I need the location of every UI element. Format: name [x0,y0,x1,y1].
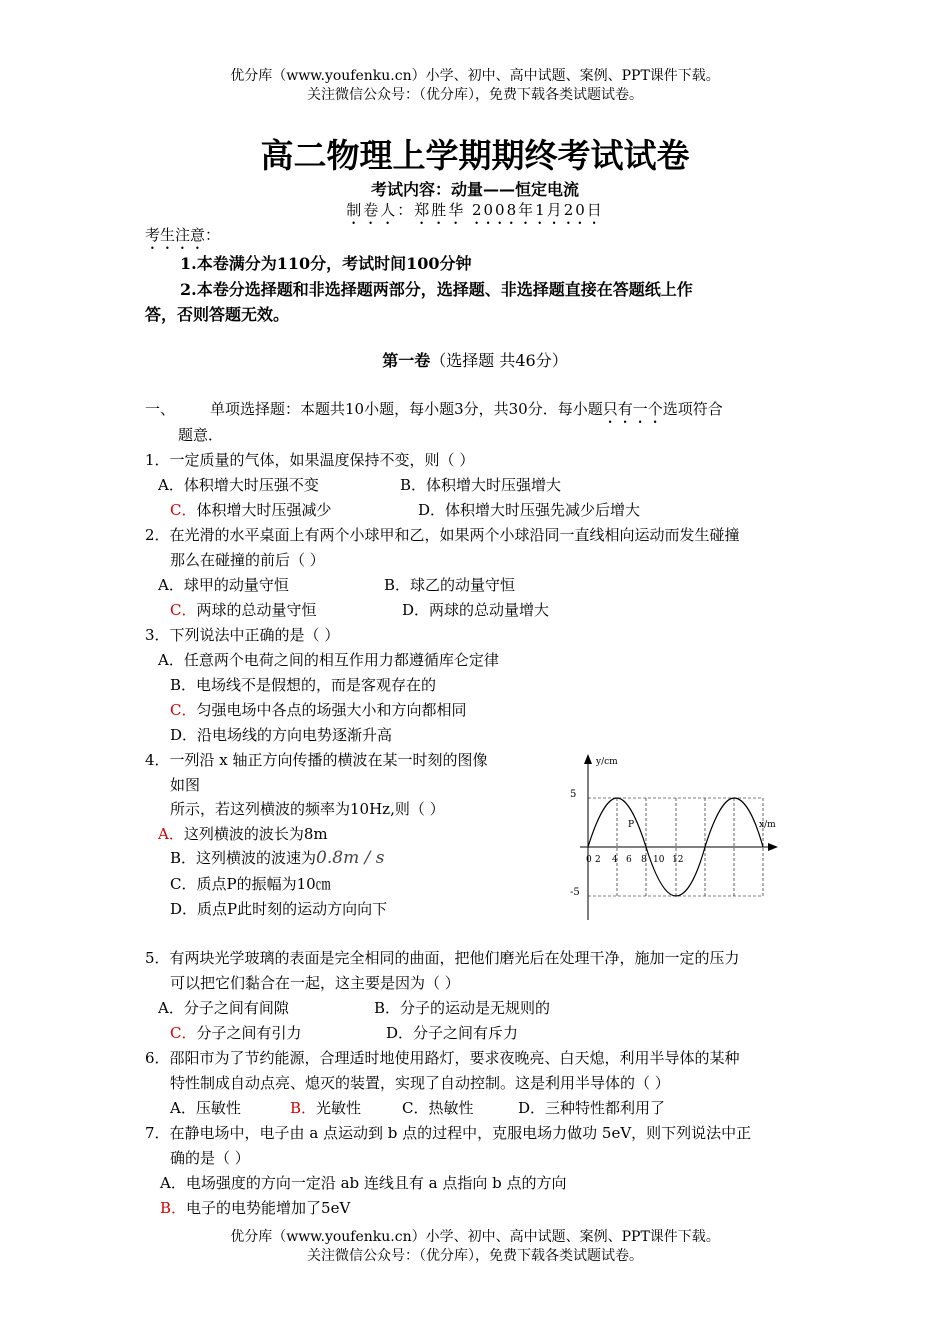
q4-stem-1: 4．一列沿 x 轴正方向传播的横波在某一时刻的图像 [145,751,488,769]
x-tick-12: 12 [672,855,684,865]
part1-number: 一、 [145,400,176,418]
q7-option-a: A．电场强度的方向一定沿 ab 连线且有 a 点指向 b 点的方向 [160,1174,567,1192]
q3-option-c [170,699,467,721]
exam-subtitle: 考试内容：动量——恒定电流 [370,180,579,199]
y-axis-label: y/cm [596,757,618,767]
part1-text-b: 选项符合 [662,400,723,418]
q5-option-b: B．分子的运动是无规则的 [374,999,551,1017]
q6-stem-1: 6．邵阳市为了节约能源，合理适时地使用路灯，要求夜晚亮、白天熄，利用半导体的某种 [145,1049,740,1067]
x-tick-0: 0 [586,855,592,865]
q4-option-b-text: B．这列横波的波速为 [170,849,317,867]
wave-graph [560,750,790,930]
q3-option-a: A．任意两个电荷之间的相互作用力都遵循库仑定律 [158,651,499,669]
notice-label [145,224,220,253]
q7-option-b-text: 电子的电势能增加了5eV [186,1199,351,1217]
section-heading-rest: （选择题 共46分） [430,351,568,370]
q4-stem-3: 所示，若这列横波的频率为10Hz,则（ ） [170,800,445,818]
q5-stem-1: 5．有两块光学玻璃的表面是完全相同的曲面，把他们磨光后在处理干净，施加一定的压力 [145,949,740,967]
x-tick-2: 2 [595,855,601,865]
part1-text [210,398,723,427]
q3-option-d: D．沿电场线的方向电势逐渐升高 [170,726,393,744]
y-max-label: 5 [570,789,577,800]
q3-option-b: B．电场线不是假想的，而是客观存在的 [170,676,437,694]
q5-option-d: D．分子之间有斥力 [386,1024,519,1042]
q6-option-b-text: 光敏性 [316,1099,362,1117]
x-tick-labels [586,855,683,865]
q7-stem-2: 确的是（ ） [170,1149,250,1167]
q4-option-d: D．质点P此时刻的运动方向向下 [170,900,388,918]
q2-option-c [170,599,317,621]
q3-option-c-text: 匀强电场中各点的场强大小和方向都相同 [196,701,467,719]
q4-option-a-letter: A． [158,825,184,843]
q7-option-b-letter: B． [160,1199,187,1217]
y-min-label: -5 [570,887,580,898]
notice-item-2b: 答，否则答题无效。 [145,305,290,324]
author-line [0,199,950,228]
q1-option-c [170,499,332,521]
x-tick-10: 10 [653,855,665,865]
q6-option-b-letter: B． [290,1099,317,1117]
q4-option-b-value: 0.8m / s [316,848,385,868]
q7-option-b [160,1197,350,1219]
point-p-label: P [628,820,635,830]
q6-option-b [290,1097,361,1119]
q1-option-c-letter: C． [170,501,197,519]
footer-line-1: 优分库（www.youfenku.cn）小学、初中、高中试题、案例、PPT课件下载。 [230,1229,720,1245]
y-axis-arrow [584,754,592,764]
notice-item-1: 1.本卷满分为110分，考试时间100分钟 [180,254,472,273]
q1-option-d: D．体积增大时压强先减少后增大 [418,501,641,519]
q1-option-b: B．体积增大时压强增大 [400,476,562,494]
q2-option-b: B．球乙的动量守恒 [384,576,516,594]
q6-stem-2: 特性制成自动点亮、熄灭的装置，实现了自动控制。这是利用半导体的（ ） [170,1074,670,1092]
q1-option-c-text: 体积增大时压强减少 [196,501,332,519]
x-tick-6: 6 [626,855,632,865]
q2-option-a: A．球甲的动量守恒 [158,576,289,594]
q3-option-c-letter: C． [170,701,197,719]
q1-stem: 1．一定质量的气体，如果温度保持不变，则（ ） [145,451,475,469]
section-heading [0,348,950,371]
q1-option-a: A．体积增大时压强不变 [158,476,319,494]
q4-stem-2: 如图 [170,776,201,794]
part1-text-line2: 题意． [178,426,224,444]
notice-label-text: 考生注意： [145,226,221,244]
header-line-1: 优分库（www.youfenku.cn）小学、初中、高中试题、案例、PPT课件下载。 [230,68,720,84]
x-tick-8: 8 [641,855,647,865]
q5-option-c-letter: C． [170,1024,197,1042]
author-text: 制卷人：郑胜华 2008年1月20日 [346,201,604,219]
q5-option-c-text: 分子之间有引力 [196,1024,302,1042]
x-axis-arrow [768,843,778,851]
q4-option-a-text: 这列横波的波长为8m [183,825,328,843]
q3-stem: 3．下列说法中正确的是（ ） [145,626,340,644]
q6-option-c: C．热敏性 [402,1099,474,1117]
x-axis-label: x/m [759,820,776,830]
q2-stem-2: 那么在碰撞的前后（ ） [170,551,325,569]
header-line-2: 关注微信公众号：（优分库），免费下载各类试题试卷。 [307,87,643,103]
q5-option-c [170,1022,302,1044]
part1-text-a: 单项选择题：本题共10小题，每小题3分，共30分．每小题 [210,400,603,418]
q4-option-c: C．质点P的振幅为10㎝ [170,875,331,893]
notice-item-2a: 2.本卷分选择题和非选择题两部分，选择题、非选择题直接在答题纸上作 [180,280,693,299]
q4-option-a [158,823,328,845]
x-tick-4: 4 [612,855,618,865]
page-title: 高二物理上学期期终考试试卷 [260,136,690,175]
q6-option-d: D．三种特性都利用了 [518,1099,666,1117]
q2-option-c-text: 两球的总动量守恒 [196,601,317,619]
q2-stem-1: 2．在光滑的水平桌面上有两个小球甲和乙，如果两个小球沿同一直线相向运动而发生碰撞 [145,526,740,544]
q4-option-b [170,847,384,869]
section-heading-bold: 第一卷 [382,351,431,370]
q2-option-c-letter: C． [170,601,197,619]
q2-option-d: D．两球的总动量增大 [402,601,550,619]
footer-line-2: 关注微信公众号：（优分库），免费下载各类试题试卷。 [307,1248,643,1264]
q5-option-a: A．分子之间有间隙 [158,999,289,1017]
part1-text-dot: 只有一个 [602,400,663,418]
q5-stem-2: 可以把它们黏合在一起，这主要是因为（ ） [170,974,460,992]
q7-stem-1: 7．在静电场中，电子由 a 点运动到 b 点的过程中，克服电场力做功 5eV，则下列说法中正 [145,1124,752,1142]
q6-option-a: A．压敏性 [170,1099,241,1117]
